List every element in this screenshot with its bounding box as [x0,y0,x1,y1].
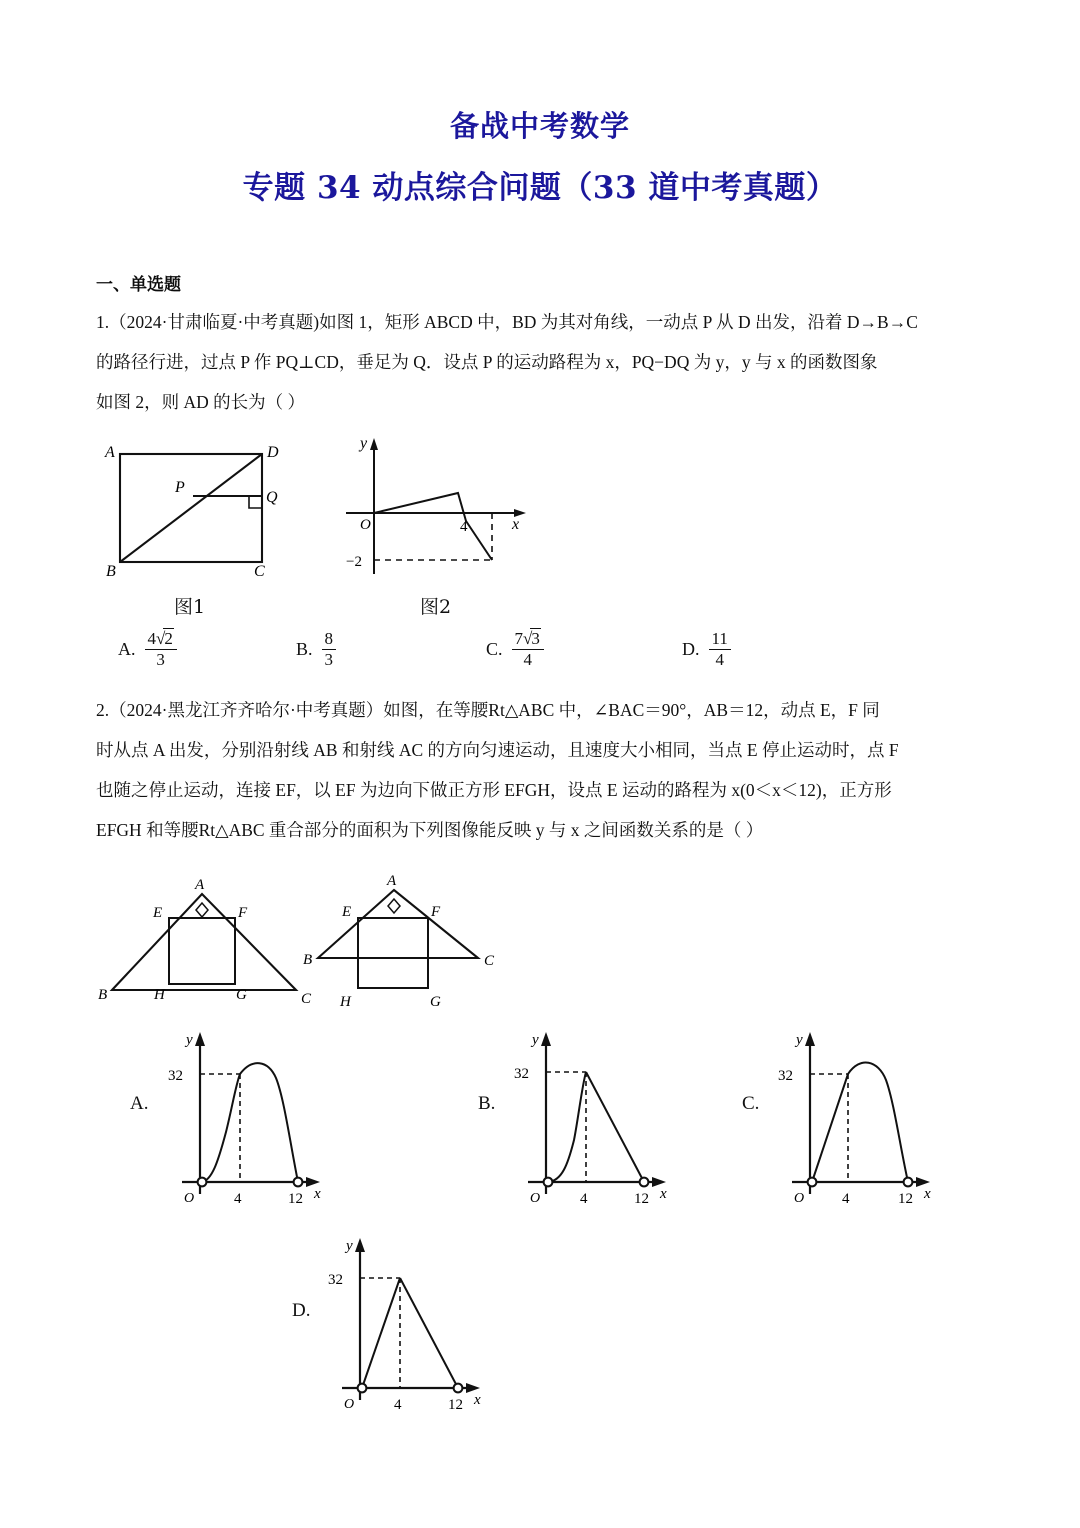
option-A-numerator: 4√2 [145,630,177,650]
graph-A-axis-label-y: y [186,1032,193,1048]
option-A-label: A. [118,638,136,659]
graph-A-x-tick-12: 12 [288,1191,303,1207]
option-C-fraction [512,630,544,669]
option-C-numerator: 7√3 [512,630,544,650]
figure-2-axis-label-x: x [512,516,520,533]
graph-C-x-tick-4: 4 [842,1191,850,1207]
option-C-denominator: 4 [523,649,532,669]
option-A-fraction [145,630,177,669]
page-title-sub: 专题 34 动点综合问题（33 道中考真题） [242,170,838,206]
figure-1-label-B: B [106,563,116,578]
option-B-label: B. [296,638,313,659]
graph-option-B-label[interactable]: B. [478,1093,496,1114]
diagram-2-label-E: E [342,904,352,920]
figure-2-graph [340,432,540,582]
graph-A-origin-label: O [184,1191,195,1206]
section-heading: 一、单选题 [96,275,181,295]
graph-C-origin-label: O [794,1191,805,1206]
question-2-line-1: 2.（2024·黑龙江齐齐哈尔·中考真题）如图，在等腰Rt△ABC 中，∠BAC＝90°，AB＝12，动点 E，F 同 [96,700,880,720]
diagram-1-label-G: G [236,987,247,1003]
figure-1-rectangle-abcd [96,438,306,578]
figure-1-label-D: D [267,444,279,461]
graph-C-x-tick-12: 12 [898,1191,913,1207]
graph-A-y-tick: 32 [168,1068,183,1084]
question-1-line-1: 1.（2024·甘肃临夏·中考真题)如图 1，矩形 ABCD 中，BD 为其对角线，一动点 P 从 D 出发，沿着 D→B→C [96,312,918,332]
option-C-label: C. [486,638,503,659]
graph-D-x-tick-12: 12 [448,1397,463,1413]
option-A[interactable] [118,630,177,669]
page-title-main: 备战中考数学 [449,109,630,143]
question-2-line-2: 时从点 A 出发，分别沿射线 AB 和射线 AC 的方向匀速运动，且速度大小相同，当点 E 停止运动时，点 F [96,740,899,760]
figure-2-tick-x-4: 4 [460,519,468,535]
question-2-text [96,690,988,850]
option-B-numerator: 8 [322,630,337,650]
option-D-label: D. [682,638,700,659]
figure-2-axis-label-y: y [360,435,368,452]
figure-2-tick-y-neg2: −2 [346,554,362,570]
graph-option-D-label[interactable]: D. [292,1300,311,1321]
diagram-1-label-F: F [238,905,248,921]
figure-2-origin-label: O [360,517,371,533]
question-2-line-4: EFGH 和等腰Rt△ABC 重合部分的面积为下列图像能反映 y 与 x 之间函数关系的是（ ） [96,820,764,840]
graph-A-x-tick-4: 4 [234,1191,242,1207]
diagram-1-label-E: E [153,905,163,921]
graph-C-y-tick: 32 [778,1068,793,1084]
diagram-2-label-C: C [484,953,495,969]
graph-D-axis-label-y: y [346,1238,353,1254]
figure-2-caption: 图2 [420,596,452,618]
question-2-line-3: 也随之停止运动，连接 EF，以 EF 为边向下做正方形 EFGH，设点 E 运动的路程为 x(0＜x＜12)，正方形 [96,780,892,800]
diagram-1-label-A: A [195,877,205,893]
figure-1-label-A: A [105,444,115,461]
graph-D-origin-label: O [344,1397,355,1412]
graph-option-C[interactable] [770,1022,950,1207]
graph-B-axis-label-x: x [660,1186,667,1202]
option-B[interactable] [296,630,336,669]
question-2-diagram-1 [96,872,326,1012]
graph-option-B[interactable] [506,1022,686,1207]
graph-B-y-tick: 32 [514,1066,529,1082]
question-1-text [96,302,988,422]
question-1-options [96,626,988,686]
option-D-denominator: 4 [715,649,724,669]
diagram-1-label-H: H [154,987,165,1003]
graph-option-A[interactable] [160,1022,340,1207]
diagram-2-label-B: B [303,952,313,968]
figure-1-label-Q: Q [266,489,278,506]
graph-D-y-tick: 32 [328,1272,343,1288]
figure-1-caption: 图1 [174,596,206,618]
graph-A-axis-label-x: x [314,1186,321,1202]
graph-option-D[interactable] [320,1228,500,1413]
graph-C-axis-label-x: x [924,1186,931,1202]
graph-B-axis-label-y: y [532,1032,539,1048]
figure-1-label-P: P [175,479,185,496]
graph-D-x-tick-4: 4 [394,1397,402,1413]
graph-option-C-label[interactable]: C. [742,1093,760,1114]
diagram-1-label-B: B [98,987,108,1003]
option-A-denominator: 3 [156,649,165,669]
option-D-fraction [709,630,731,669]
question-1-line-3: 如图 2，则 AD 的长为（ ） [96,392,306,412]
graph-C-axis-label-y: y [796,1032,803,1048]
graph-B-x-tick-12: 12 [634,1191,649,1207]
option-B-denominator: 3 [324,649,334,669]
option-C[interactable] [486,630,544,669]
graph-D-axis-label-x: x [474,1392,481,1408]
graph-B-x-tick-4: 4 [580,1191,588,1207]
option-D[interactable] [682,630,731,669]
diagram-2-label-H: H [340,994,351,1010]
figure-1-label-C: C [254,563,265,578]
question-1-line-2: 的路径行进，过点 P 作 PQ⊥CD，垂足为 Q．设点 P 的运动路程为 x，PQ−DQ 为 y，y 与 x 的函数图象 [96,352,878,372]
graph-B-origin-label: O [530,1191,541,1206]
diagram-2-label-F: F [431,904,441,920]
diagram-2-label-G: G [430,994,441,1010]
question-2-diagram-2 [302,868,517,1013]
diagram-2-label-A: A [387,873,397,889]
option-D-numerator: 11 [709,630,731,650]
graph-option-A-label[interactable]: A. [130,1093,149,1114]
option-B-fraction [322,630,337,669]
diagram-1-label-C: C [301,991,312,1007]
